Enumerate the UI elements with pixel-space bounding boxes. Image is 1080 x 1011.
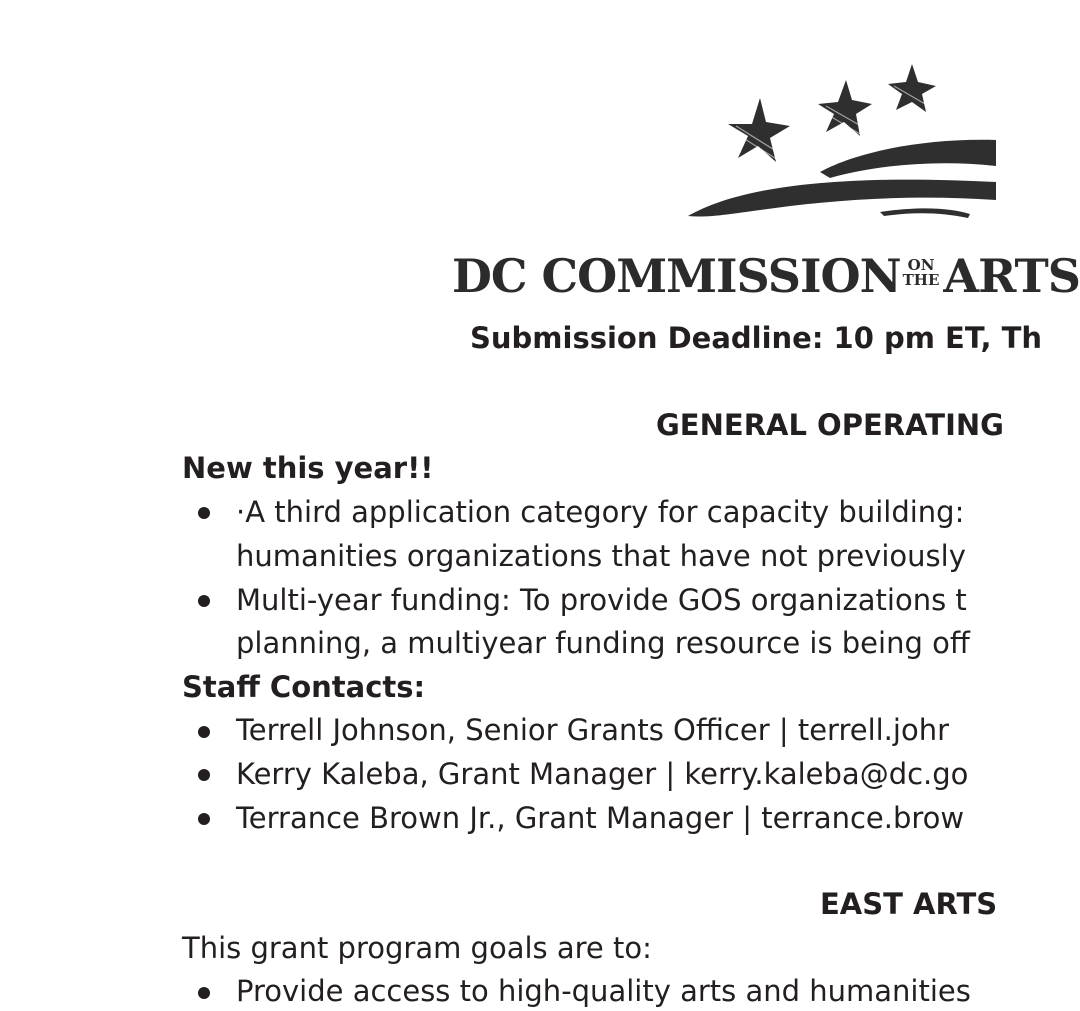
bullet-icon: [198, 769, 210, 781]
section-heading-east-arts: EAST ARTS: [820, 887, 998, 921]
bullet-icon: [198, 987, 210, 999]
bullet-text-continued: planning, a multiyear funding resource is being off: [236, 626, 970, 660]
star-icon: [888, 64, 936, 112]
bullet-icon: [198, 726, 210, 738]
org-name-end: ARTS: [943, 249, 1080, 303]
program-goals-intro: This grant program goals are to:: [182, 931, 652, 965]
bullet-icon: [198, 595, 210, 607]
bullet-icon: [198, 813, 210, 825]
bullet-text-continued: humanities organizations that have not previously: [236, 539, 966, 573]
staff-contact-item: Kerry Kaleba, Grant Manager | kerry.kaleba@dc.go: [236, 757, 969, 791]
program-goal-item: Provide access to high-quality arts and humanities: [236, 974, 971, 1008]
organization-name: [452, 248, 1080, 304]
bullet-text: Multi-year funding: To provide GOS organizations t: [236, 583, 967, 617]
org-name-on: ON: [907, 256, 935, 274]
org-name-the: THE: [902, 271, 940, 289]
bullet-icon: [198, 507, 210, 519]
logo-artwork: [680, 60, 996, 230]
star-icon: [728, 98, 790, 162]
submission-deadline: Submission Deadline: 10 pm ET, Th: [470, 321, 1043, 355]
swoosh-upper: [820, 140, 996, 178]
staff-contact-item: Terrance Brown Jr., Grant Manager | terrance.brow: [236, 801, 965, 835]
staff-contact-item: Terrell Johnson, Senior Grants Officer | terrell.johr: [236, 713, 950, 747]
staff-contacts-heading: Staff Contacts:: [182, 670, 426, 704]
org-name-main: DC COMMISSION: [452, 249, 901, 303]
section-heading-general-operating: GENERAL OPERATING: [656, 408, 1004, 442]
org-name-on-the: [903, 258, 940, 288]
bullet-text: ·A third application category for capacity building:: [236, 495, 965, 529]
new-this-year-heading: New this year!!: [182, 451, 434, 485]
